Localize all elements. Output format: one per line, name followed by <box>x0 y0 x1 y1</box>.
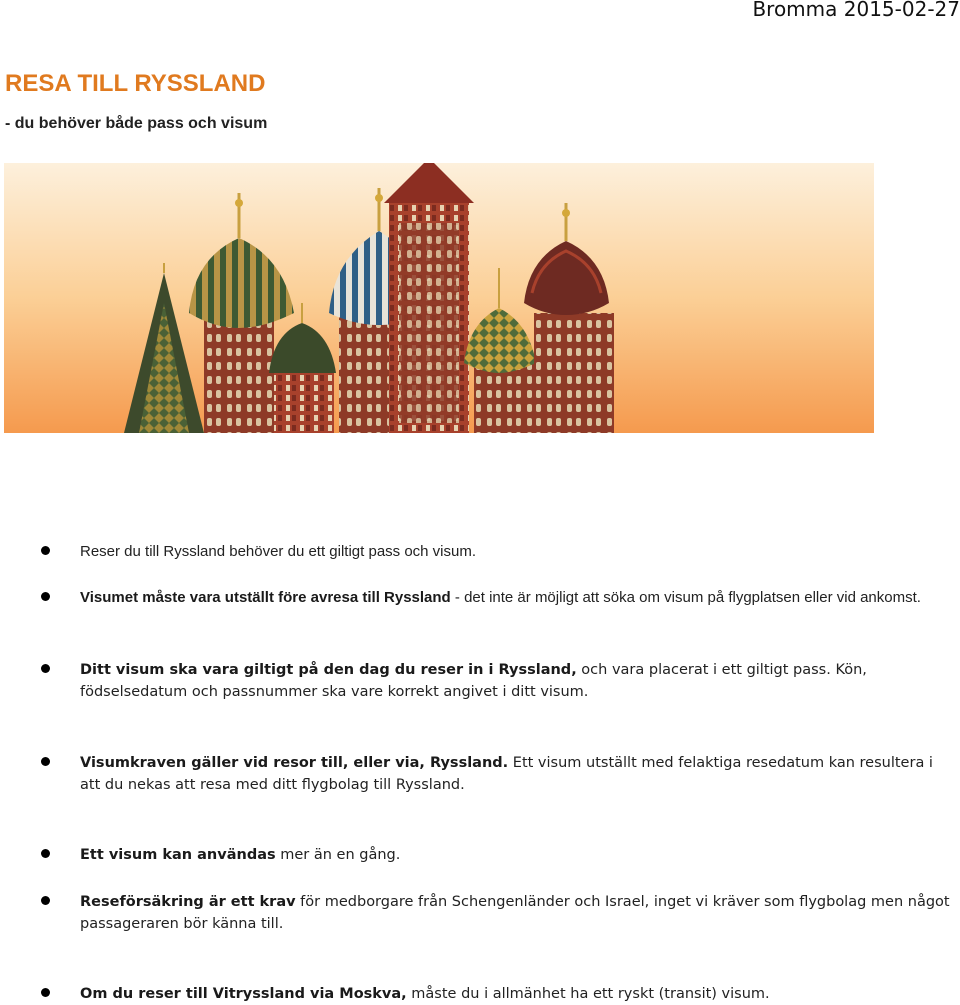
bullet-bold-text: Om du reser till Vitryssland via Moskva, <box>80 986 407 1002</box>
bullet-bold-text: Visumet måste vara utställt före avresa till Ryssland <box>80 589 451 606</box>
bullet-bold-text: Reseförsäkring är ett krav <box>80 894 296 910</box>
bullet-dot <box>41 664 50 673</box>
bullet-text: måste du i allmänhet ha ett ryskt (transit) visum. <box>406 986 770 1002</box>
bullet-bold-text: Reser du till Ryssland behöver du ett giltigt pass och visum. <box>80 543 477 560</box>
bullet-text: för medborgare från Schengenländer och Israel, inget vi kräver som flygbolag men något passageraren bör känna till. <box>80 894 950 932</box>
bullet-text: mer än en gång. <box>275 847 401 863</box>
page-subtitle: - du behöver både pass och visum <box>5 115 268 132</box>
bullet-bold-text: Ett visum kan användas <box>80 847 276 863</box>
bullet-text: och vara placerat i ett giltigt pass. Kön, födselsedatum och passnummer ska vare korrekt angivet i ditt visum. <box>80 662 867 700</box>
bullet-text: - det inte är möjligt att söka om visum på flygplatsen eller vid ankomst. <box>450 589 921 606</box>
bullet-dot <box>41 592 50 601</box>
bullet-dot <box>41 546 50 555</box>
page-title: RESA TILL RYSSLAND <box>5 70 266 97</box>
bullet-dot <box>41 988 50 997</box>
bullet-dot <box>41 849 50 858</box>
bullet-bold-text: Ditt visum ska vara giltigt på den dag du reser in i Ryssland, <box>80 662 577 678</box>
bullet-bold-text: Visumkraven gäller vid resor till, eller via, Ryssland. <box>80 755 509 771</box>
bullet-dot <box>41 757 50 766</box>
st-basils-cathedral-photo <box>4 163 874 433</box>
bullet-text: Ett visum utställt med felaktiga resedatum kan resultera i att du nekas att resa med ditt flygbolag till Ryssland. <box>80 755 933 793</box>
bullet-dot <box>41 896 50 905</box>
document-date: Bromma 2015-02-27 <box>752 0 960 21</box>
